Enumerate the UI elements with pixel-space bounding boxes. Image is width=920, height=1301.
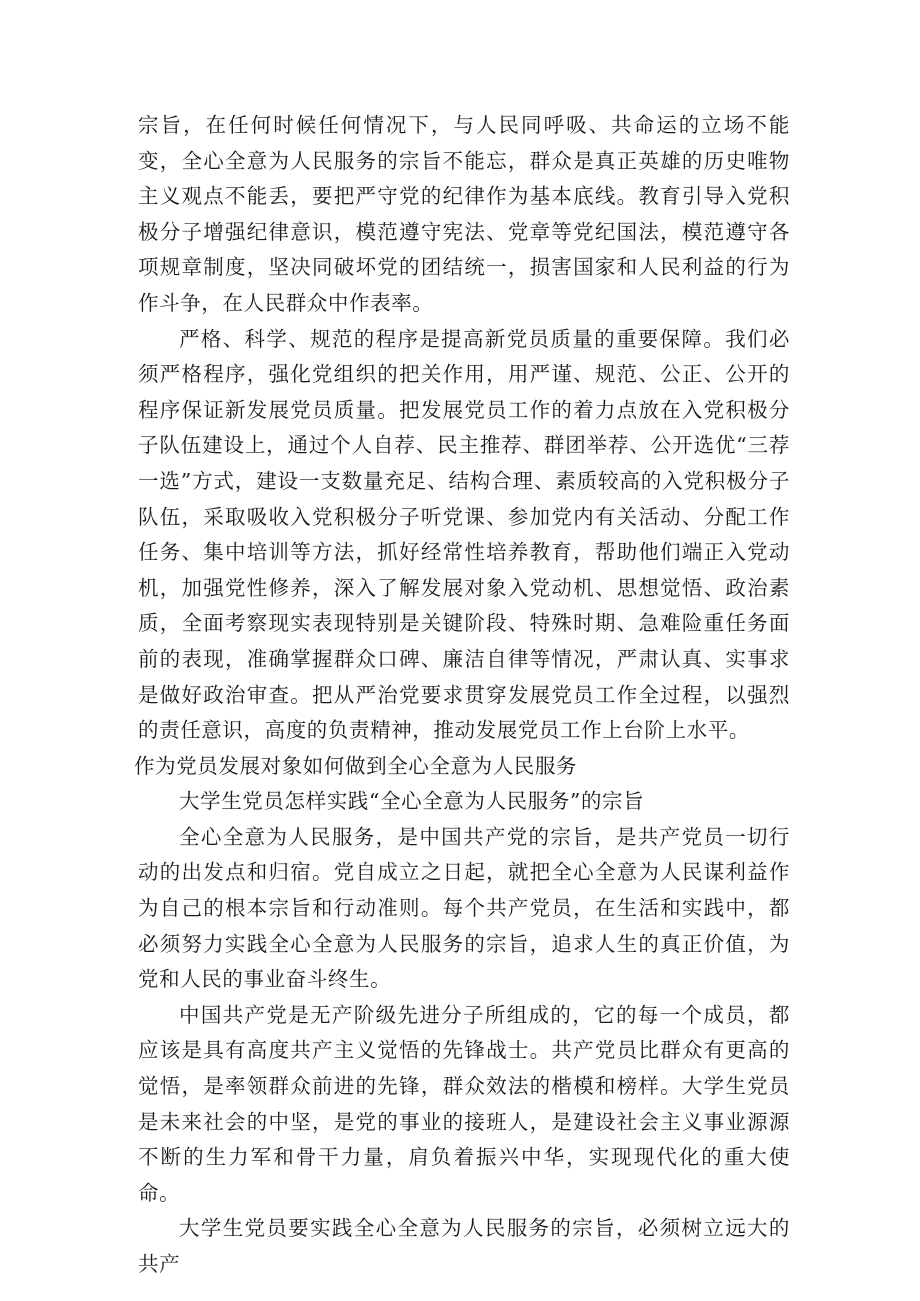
paragraph-practice: 大学生党员要实践全心全意为人民服务的宗旨，必须树立远大的共产 — [138, 1216, 790, 1276]
article-heading: 作为党员发展对象如何做到全心全意为人民服务 — [134, 753, 578, 778]
article-subheading: 大学生党员怎样实践“全心全意为人民服务”的宗旨 — [179, 789, 645, 814]
paragraph-continued: 宗旨，在任何时候任何情况下，与人民同呼吸、共命运的立场不能变，全心全意为人民服务的宗旨不能忘，群众是真正英雄的历史唯物主义观点不能丢，要把严守党的纪律作为基本底线。教育引导入党积极分子增强纪律意识，模范遵守宪法、党章等党纪国法，模范遵守各项规章制度，坚决同破坏党的团结统一，损害国家和人民利益的行为作斗争，在人民群众中作表率。 — [138, 113, 790, 315]
document-body — [134, 108, 790, 1283]
paragraph-procedure: 严格、科学、规范的程序是提高新党员质量的重要保障。我们必须严格程序，强化党组织的把关作用，用严谨、规范、公正、公开的程序保证新发展党员质量。把发展党员工作的着力点放在入党积极分子队伍建设上，通过个人自荐、民主推荐、群团举荐、公开选优“三荐一选”方式，建设一支数量充足、结构合理、素质较高的入党积极分子队伍，采取吸收入党积极分子听党课、参加党内有关活动、分配工作任务、集中培训等方法，抓好经常性培养教育，帮助他们端正入党动机，加强党性修养，深入了解发展对象入党动机、思想觉悟、政治素质，全面考察现实表现特别是关键阶段、特殊时期、急难险重任务面前的表现，准确掌握群众口碑、廉洁自律等情况，严肃认真、实事求是做好政治审查。把从严治党要求贯穿发展党员工作全过程，以强烈的责任意识，高度的负责精神，推动发展党员工作上台阶上水平。 — [138, 326, 790, 743]
paragraph-vanguard: 中国共产党是无产阶级先进分子所组成的，它的每一个成员，都应该是具有高度共产主义觉悟的先锋战士。共产党员比群众有更高的觉悟，是率领群众前进的先锋，群众效法的楷模和榜样。大学生党员是未来社会的中坚，是党的事业的接班人，是建设社会主义事业源源不断的生力军和骨干力量，肩负着振兴中华，实现现代化的重大使命。 — [138, 1002, 790, 1205]
paragraph-purpose: 全心全意为人民服务，是中国共产党的宗旨，是共产党员一切行动的出发点和归宿。党自成立之日起，就把全心全意为人民谋利益作为自己的根本宗旨和行动准则。每个共产党员，在生活和实践中，都必须努力实践全心全意为人民服务的宗旨，追求人生的真正价值，为党和人民的事业奋斗终生。 — [138, 824, 790, 992]
